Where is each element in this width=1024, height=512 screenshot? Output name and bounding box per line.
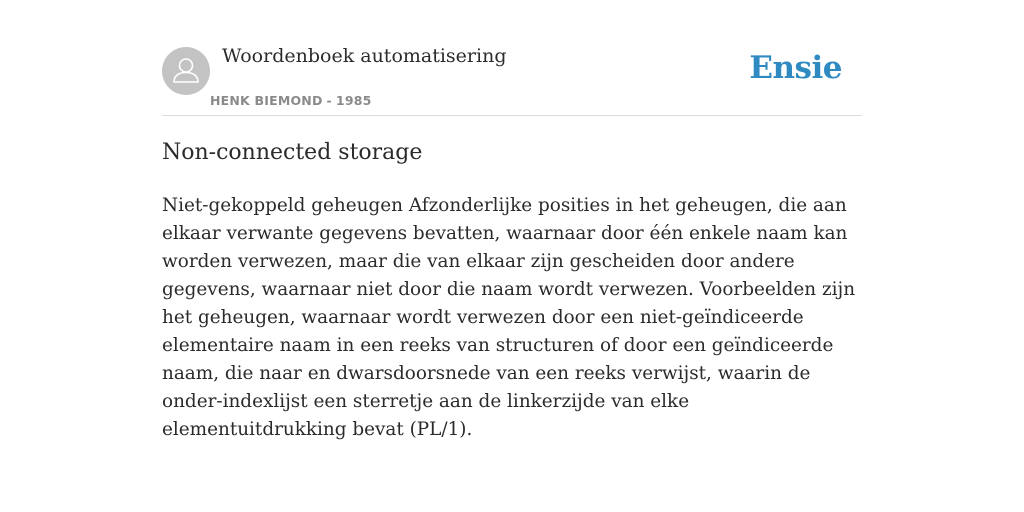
author-byline[interactable] — [210, 93, 372, 108]
entry-definition: Niet-gekoppeld geheugen Afzonderlijke posities in het geheugen, die aan elkaar verwante gegevens bevatten, waarnaar door één enkele naam kan worden verwezen, maar die van elkaar zijn gescheiden door andere gegevens, waarnaar niet door die naam wordt verwezen. Voorbeelden zijn het geheugen, waarnaar wordt verwezen door een niet-geïndiceerde elementaire naam in een reeks van structuren of door een geïndiceerde naam, die naar en dwarsdoorsnede van een reeks verwijst, waarin de onder-indexlijst een sterretje aan de linkerzijde van elke elementuitdrukking bevat (PL/1). — [162, 195, 856, 440]
book-title[interactable]: Woordenboek automatisering — [222, 45, 507, 67]
entry-card — [162, 0, 862, 512]
entry-term: Non-connected storage — [162, 140, 423, 165]
ensie-logo[interactable]: Ensie — [749, 50, 842, 86]
user-silhouette-icon[interactable] — [162, 47, 210, 95]
author-name: HENK BIEMOND — [210, 93, 323, 108]
publication-year: 1985 — [335, 93, 372, 108]
byline-separator: - — [326, 93, 332, 108]
entry-header — [162, 0, 862, 116]
